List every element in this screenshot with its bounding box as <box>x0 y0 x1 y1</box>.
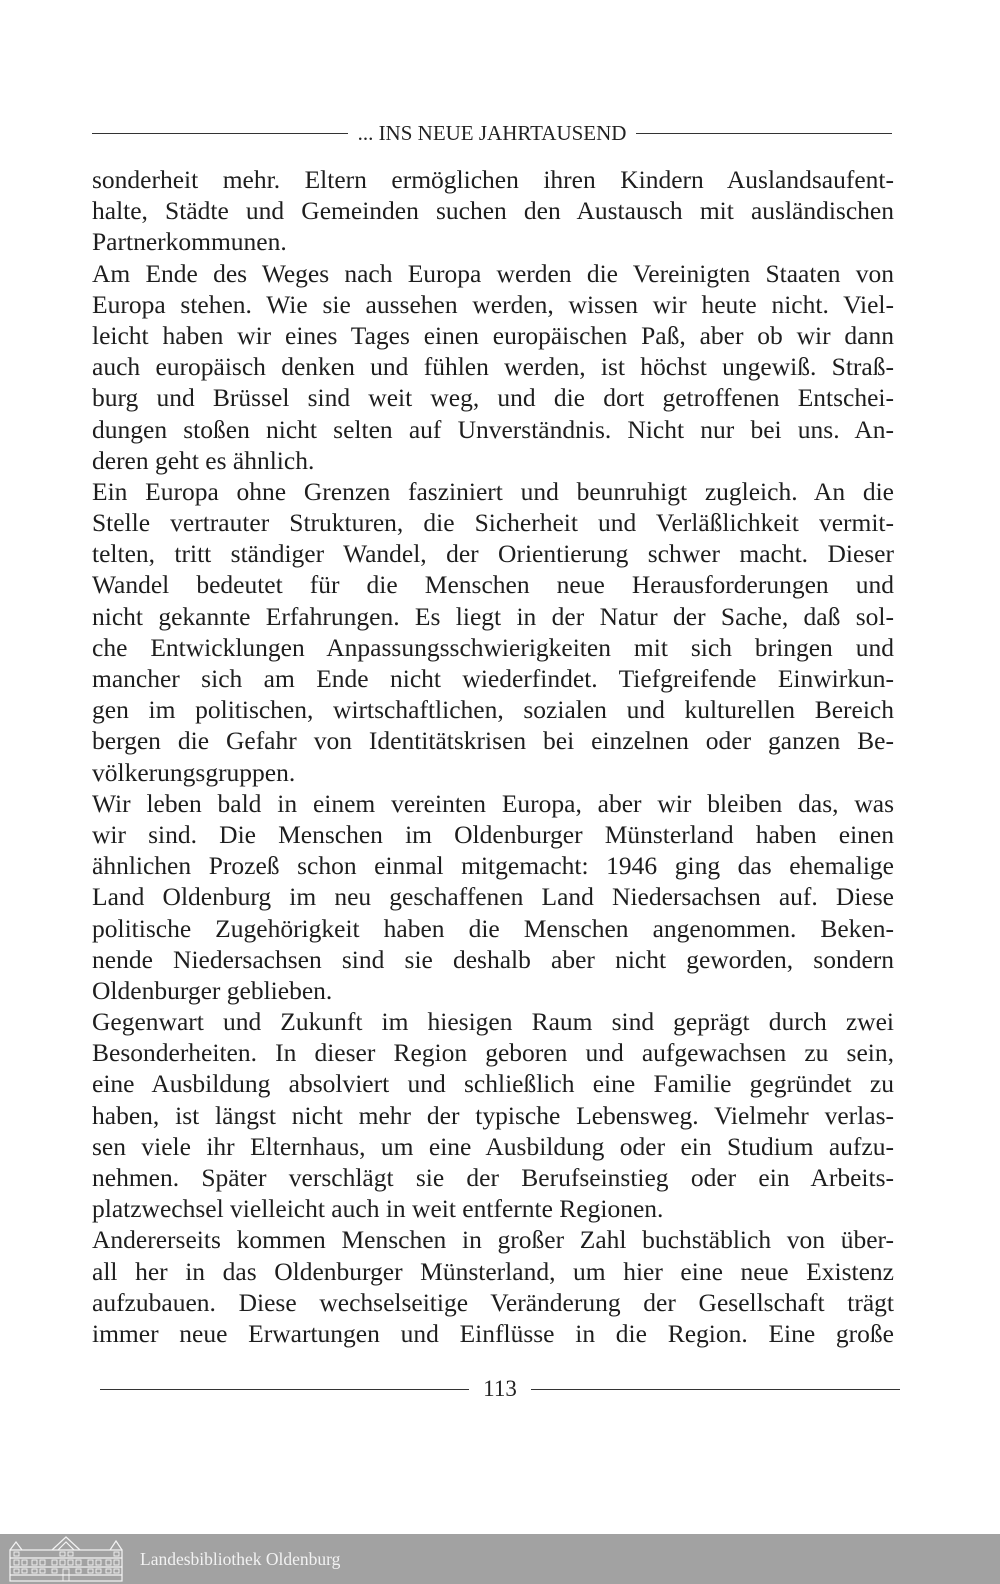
text-line: nicht gekannte Erfahrungen. Es liegt in der Natur der Sache, daß sol- <box>92 601 894 631</box>
text-line: Gegenwart und Zukunft im hiesigen Raum sind geprägt durch zwei <box>92 1007 894 1037</box>
text-line: che Entwicklungen Anpassungsschwierigkeiten mit sich bringen und <box>92 632 894 662</box>
library-name: Landesbibliothek Oldenburg <box>140 1548 341 1569</box>
header-rule-left <box>92 133 348 134</box>
text-line: sen viele ihr Elternhaus, um eine Ausbildung oder ein Studium aufzu- <box>92 1131 894 1161</box>
text-line: immer neue Erwartungen und Einflüsse in die Region. Eine große <box>92 1318 894 1348</box>
text-line: all her in das Oldenburger Münsterland, um hier eine neue Existenz <box>92 1256 894 1286</box>
text-line: Wandel bedeutet für die Menschen neue Herausforderungen und <box>92 570 894 600</box>
text-line: halte, Städte und Gemeinden suchen den Austausch mit ausländischen <box>92 196 894 226</box>
text-line: völkerungsgruppen. <box>92 757 296 787</box>
text-line: Europa stehen. Wie sie aussehen werden, wissen wir heute nicht. Viel- <box>92 289 894 319</box>
text-line: leicht haben wir eines Tages einen europäischen Paß, aber ob wir dann <box>92 320 894 350</box>
running-title: ... INS NEUE JAHRTAUSEND <box>357 120 627 145</box>
text-line: platzwechsel vielleicht auch in weit entfernte Regionen. <box>92 1194 664 1224</box>
text-line: telten, tritt ständiger Wandel, der Orientierung schwer macht. Dieser <box>92 539 894 569</box>
body-text <box>92 164 894 1349</box>
text-line: ähnlichen Prozeß schon einmal mitgemacht: 1946 ging das ehemalige <box>92 851 894 881</box>
text-line: Am Ende des Weges nach Europa werden die Vereinigten Staaten von <box>92 258 894 288</box>
page-number: 113 <box>483 1376 517 1401</box>
text-line: Stelle vertrauter Strukturen, die Sicherheit und Verläßlichkeit vermit- <box>92 508 894 538</box>
text-line: nende Niedersachsen sind sie deshalb aber nicht geworden, sondern <box>92 944 894 974</box>
header-rule-right <box>636 133 892 134</box>
running-header <box>92 120 892 146</box>
text-line: Andererseits kommen Menschen in großer Zahl buchstäblich von über- <box>92 1225 894 1255</box>
text-line: Oldenburger geblieben. <box>92 975 333 1005</box>
text-line: haben, ist längst nicht mehr der typische Lebensweg. Vielmehr verlas- <box>92 1100 894 1130</box>
text-line: Besonderheiten. In dieser Region geboren und aufgewachsen zu sein, <box>92 1038 894 1068</box>
text-line: mancher sich am Ende nicht wiederfindet. Tiefgreifende Einwirkun- <box>92 664 894 693</box>
footer-rule-right <box>531 1389 900 1390</box>
text-line: Partnerkommunen. <box>92 227 287 257</box>
text-line: deren geht es ähnlich. <box>92 445 315 475</box>
text-line: Ein Europa ohne Grenzen fasziniert und beunruhigt zugleich. An die <box>92 476 894 506</box>
footer-rule-left <box>100 1389 469 1390</box>
library-building-icon <box>8 1536 126 1582</box>
text-line: Land Oldenburg im neu geschaffenen Land Niedersachsen auf. Diese <box>92 882 894 912</box>
text-line: Wir leben bald in einem vereinten Europa, aber wir bleiben das, was <box>92 788 894 818</box>
text-line: auch europäisch denken und fühlen werden, ist höchst ungewiß. Straß- <box>92 352 894 382</box>
text-line: sonderheit mehr. Eltern ermöglichen ihren Kindern Auslandsaufent- <box>92 165 894 194</box>
text-line: wir sind. Die Menschen im Oldenburger Münsterland haben einen <box>92 819 894 849</box>
text-line: aufzubauen. Diese wechselseitige Veränderung der Gesellschaft trägt <box>92 1287 894 1317</box>
text-line: nehmen. Später verschlägt sie der Berufseinstieg oder ein Arbeits- <box>92 1163 894 1192</box>
text-line: politische Zugehörigkeit haben die Menschen angenommen. Beken- <box>92 913 894 943</box>
library-bar <box>0 1534 1000 1584</box>
text-line: gen im politischen, wirtschaftlichen, sozialen und kulturellen Bereich <box>92 695 894 725</box>
text-line: burg und Brüssel sind weit weg, und die dort getroffenen Entschei- <box>92 383 894 413</box>
page-footer <box>100 1375 900 1403</box>
text-line: dungen stoßen nicht selten auf Unverständnis. Nicht nur bei uns. An- <box>92 414 894 444</box>
text-line: eine Ausbildung absolviert und schließlich eine Familie gegründet zu <box>92 1069 894 1099</box>
text-line: bergen die Gefahr von Identitätskrisen bei einzelnen oder ganzen Be- <box>92 726 894 756</box>
